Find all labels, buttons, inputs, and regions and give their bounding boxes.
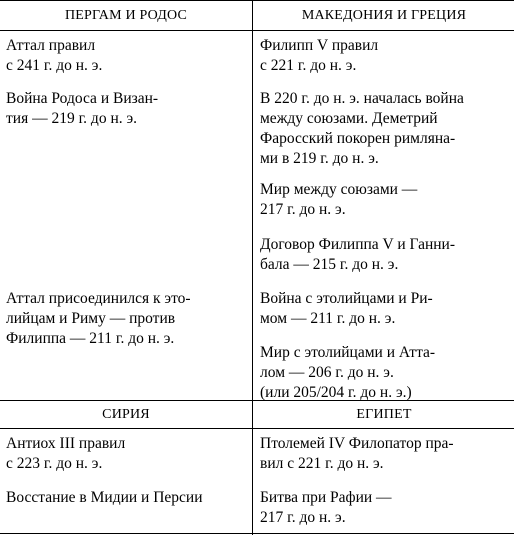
table-top-rule xyxy=(0,0,514,1)
entry-text: Битва при Рафии — 217 г. до н. э. xyxy=(260,489,392,526)
macedonia-entry-philip-reign xyxy=(260,36,512,76)
entry-text: Договор Филиппа V и Ганни- бала — 215 г. до н. э. xyxy=(260,236,456,273)
entry-text: Война с этолийцами и Ри- мом — 211 г. до н. э. xyxy=(260,290,433,327)
column-divider xyxy=(252,0,253,535)
pergam-entry-attalus-alliance xyxy=(6,289,250,349)
egypt-entry-battle-raphia xyxy=(260,488,512,528)
table-bottom-rule xyxy=(0,533,514,534)
header-macedonia-greece: МАКЕДОНИЯ И ГРЕЦИЯ xyxy=(301,8,467,23)
macedonia-entry-treaty-hannibal xyxy=(260,235,512,275)
syria-entry-antiochus-reign xyxy=(6,434,250,474)
entry-text: Аттал присоединился к это- лийцам и Риму — против Филиппа — 211 г. до н. э. xyxy=(6,290,191,347)
pergam-entry-rhodes-byzantium-war xyxy=(6,89,250,129)
entry-text: Восстание в Мидии и Персии xyxy=(6,489,203,506)
entry-text: В 220 г. до н. э. началась война между союзами. Деметрий Фаросский покорен римляна- ми в 219 г. до н. э. xyxy=(260,90,464,167)
macedonia-entry-peace-of-naupactus xyxy=(260,180,512,220)
macedonia-entry-war-aetolians-rome xyxy=(260,289,512,329)
entry-text: Аттал правил с 241 г. до н. э. xyxy=(6,37,103,74)
entry-text: Птолемей IV Филопатор пра- вил с 221 г. до н. э. xyxy=(260,435,454,472)
entry-text: Антиох III правил с 223 г. до н. э. xyxy=(6,435,126,472)
header-egypt: ЕГИПЕТ xyxy=(356,407,412,422)
header-rule-2 xyxy=(0,428,514,429)
header-pergam-rhodes: ПЕРГАМ И РОДОС xyxy=(64,8,188,23)
macedonia-entry-social-war xyxy=(260,89,512,169)
syria-entry-revolt xyxy=(6,488,250,508)
entry-text: Мир между союзами — 217 г. до н. э. xyxy=(260,181,418,218)
macedonia-entry-peace-aetolians xyxy=(260,343,512,403)
header-rule-1 xyxy=(0,30,514,31)
egypt-entry-ptolemy-reign xyxy=(260,434,512,474)
pergam-entry-attalus-reign xyxy=(6,36,250,76)
entry-text: Мир с этолийцами и Атта- лом — 206 г. до н. э. (или 205/204 г. до н. э.) xyxy=(260,344,436,401)
header-syria: СИРИЯ xyxy=(102,407,150,422)
entry-text: Война Родоса и Визан- тия — 219 г. до н. э. xyxy=(6,90,159,127)
entry-text: Филипп V правил с 221 г. до н. э. xyxy=(260,37,379,74)
